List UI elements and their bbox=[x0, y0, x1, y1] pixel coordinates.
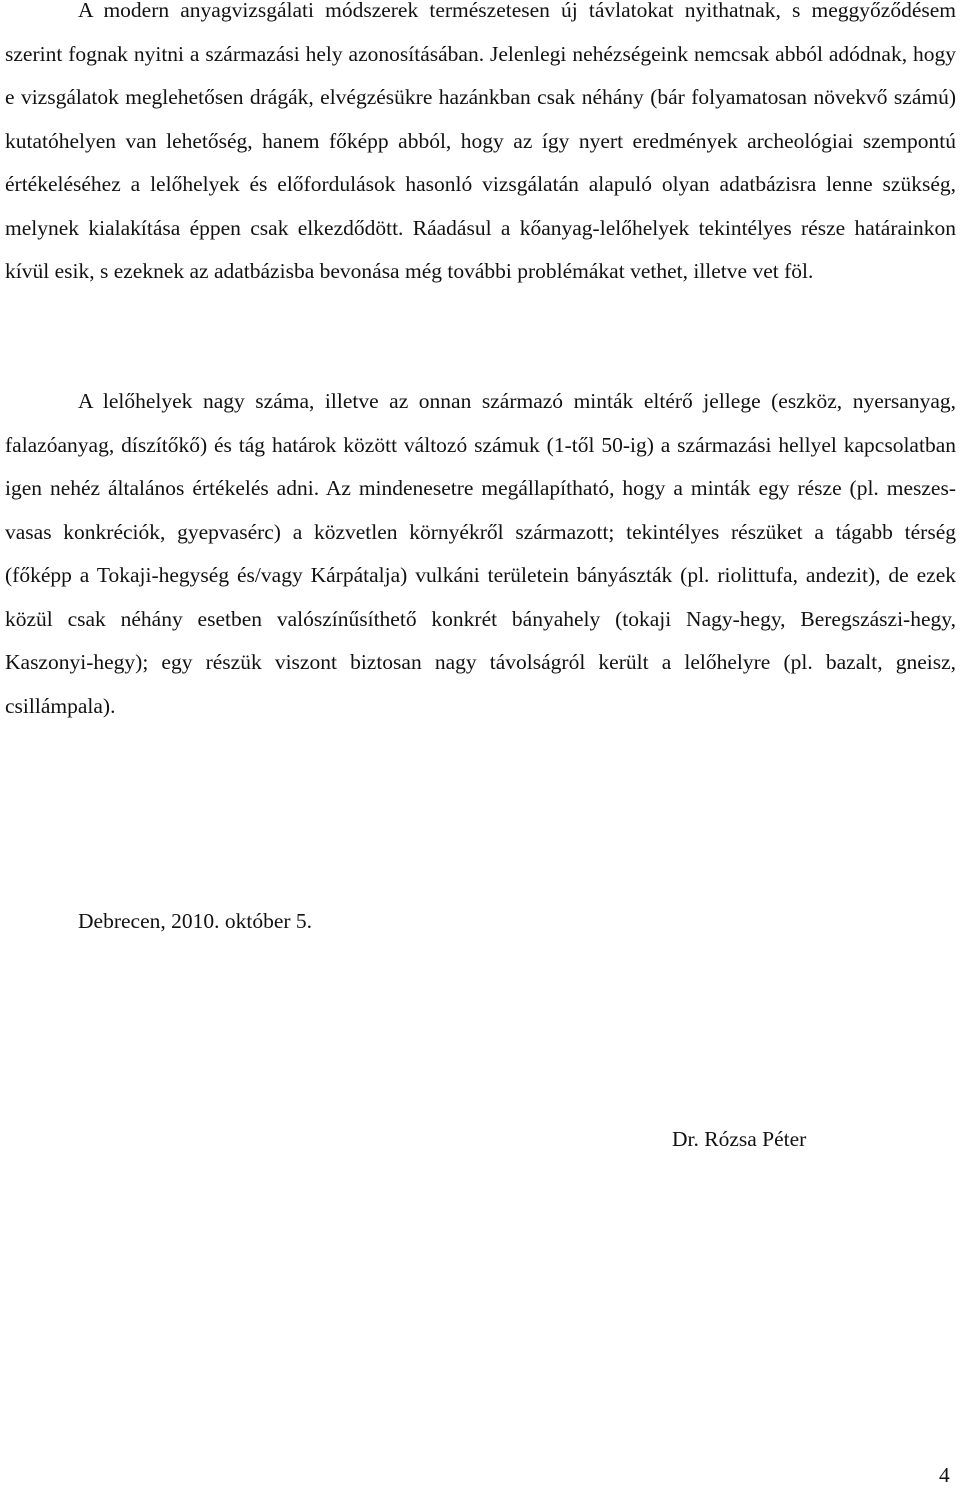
body-paragraph-2: A lelőhelyek nagy száma, illetve az onnan származó minták eltérő jellege (eszköz, nyersanyag, falazóanyag, díszítőkő) és tág határok között változó számuk (1-től 50-ig) a származási hellyel kapcsolatban igen nehéz általános értékelés adni. Az mindenesetre megállapítható, hogy a minták egy része (pl. meszes-vasas konkréciók, gyepvasérc) a közvetlen környékről származott; tekintélyes részüket a tágabb térség (főképp a Tokaji-hegység és/vagy Kárpátalja) vulkáni területein bányászták (pl. riolittufa, andezit), de ezek közül csak néhány esetben valószínűsíthető konkrét bányahely (tokaji Nagy-hegy, Beregszászi-hegy, Kaszonyi-hegy); egy részük viszont biztosan nagy távolságról került a lelőhelyre (pl. bazalt, gneisz, csillámpala). bbox=[5, 389, 956, 718]
place-and-date: Debrecen, 2010. október 5. bbox=[78, 909, 313, 933]
body-paragraph-1: A modern anyagvizsgálati módszerek természetesen új távlatokat nyithatnak, s meggyőződésem szerint fognak nyitni a származási hely azonosításában. Jelenlegi nehézségeink nemcsak abból adódnak, hogy e vizsgálatok meglehetősen drágák, elvégzésükre hazánkban csak néhány (bár folyamatosan növekvő számú) kutatóhelyen van lehetőség, hanem főképp abból, hogy az így nyert eredmények archeológiai szempontú értékeléséhez a lelőhelyek és előfordulások hasonló vizsgálatán alapuló olyan adatbázisra lenne szükség, melynek kialakítása éppen csak elkezdődött. Ráadásul a kőanyag-lelőhelyek tekintélyes része határainkon kívül esik, s ezeknek az adatbázisba bevonása még további problémákat vethet, illetve vet föl. bbox=[5, 0, 956, 283]
author-signature: Dr. Rózsa Péter bbox=[672, 1127, 807, 1151]
page-number: 4 bbox=[939, 1463, 950, 1487]
